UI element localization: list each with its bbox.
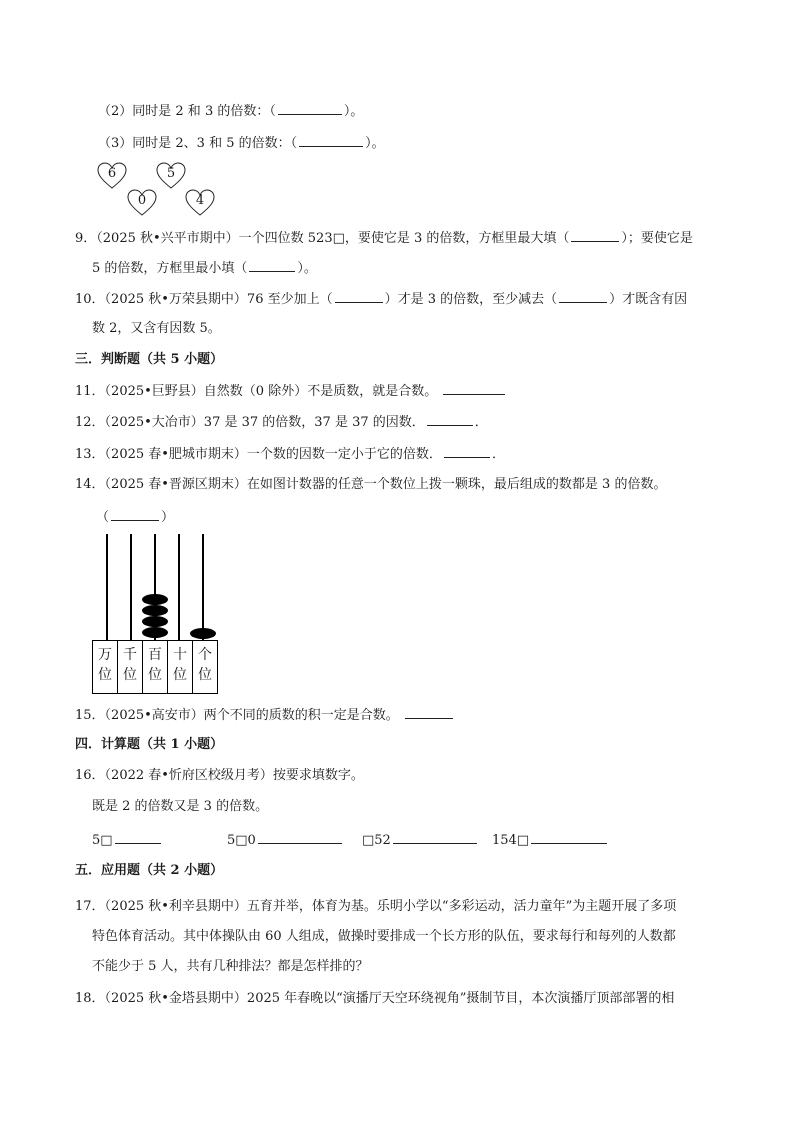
- answer-blank[interactable]: [115, 830, 161, 844]
- answer-blank[interactable]: [559, 289, 607, 303]
- answer-blank[interactable]: [278, 101, 342, 115]
- abacus-bead[interactable]: [190, 628, 216, 639]
- abacus-rod-wan[interactable]: [106, 534, 108, 641]
- abacus-bead[interactable]: [142, 594, 168, 605]
- question-15: [75, 705, 455, 725]
- heart-digit: 5: [166, 166, 176, 181]
- question-14-open: （: [96, 510, 110, 525]
- question-14: 14．（2025 春•晋源区期末）在如图计数器的任意一个数位上拨一颗珠，最后组成的数都是 3 的倍数。: [75, 477, 667, 492]
- question-16-item-3: [362, 830, 479, 850]
- abacus-rod-qian[interactable]: [130, 534, 132, 641]
- question-14-close: ）: [161, 510, 175, 525]
- question-16: 16．（2022 春•忻府区校级月考）按要求填数字。: [75, 768, 364, 783]
- question-13-end: ．: [491, 447, 505, 462]
- question-9-line-2: [92, 258, 317, 278]
- answer-blank[interactable]: [111, 507, 159, 521]
- question-14-answer: [96, 507, 174, 527]
- question-13-text: 13．（2025 春•肥城市期末）一个数的因数一定小于它的倍数．: [75, 447, 442, 462]
- heart-card-0[interactable]: [127, 189, 157, 217]
- subquestion-2: [98, 101, 363, 121]
- abacus-rod-ge[interactable]: [202, 534, 204, 641]
- answer-blank[interactable]: [405, 705, 453, 719]
- abacus-bead[interactable]: [142, 605, 168, 616]
- question-16-item-text: 5□: [92, 833, 113, 848]
- question-17-line-3: 不能少于 5 人，共有几种排法？都是怎样排的？: [92, 959, 369, 974]
- place-label-qian: 千 位: [118, 641, 143, 693]
- heart-digit: 4: [195, 193, 205, 208]
- question-10-text: 10．（2025 秋•万荣县期中）76 至少加上（: [75, 292, 333, 307]
- section-heading-judgement: 三．判断题（共 5 小题）: [75, 352, 224, 367]
- heart-card-6[interactable]: [97, 162, 127, 190]
- heart-card-4[interactable]: [185, 189, 215, 217]
- answer-blank[interactable]: [299, 133, 363, 147]
- abacus-counter: [92, 534, 217, 692]
- subquestion-2-text: （2）同时是 2 和 3 的倍数：（: [98, 104, 276, 119]
- answer-blank[interactable]: [249, 258, 295, 272]
- question-10-line-2: [92, 320, 221, 338]
- question-9-line-1: [75, 228, 693, 248]
- question-18-line-1: 18．（2025 秋•金塔县期中）2025 年春晚以“演播厅天空环绕视角”摄制节目，本次演播厅顶部部署的相: [75, 991, 675, 1006]
- place-label-ge: 个 位: [198, 647, 212, 683]
- question-17-line-1: 17．（2025 秋•利辛县期中）五育并举，体育为基。乐明小学以“多彩运动，活力童年”为主题开展了多项: [75, 899, 677, 914]
- question-16-item-text: □52: [362, 833, 391, 848]
- abacus-bead[interactable]: [142, 616, 168, 627]
- question-9-text-mid: ）；要使它是: [621, 231, 693, 246]
- subquestion-3-end: ）。: [365, 136, 385, 151]
- answer-blank[interactable]: [531, 830, 607, 844]
- answer-blank[interactable]: [258, 830, 342, 844]
- answer-blank[interactable]: [335, 289, 383, 303]
- question-15-text: 15．（2025•高安市）两个不同的质数的积一定是合数。: [75, 708, 399, 723]
- place-label-shi: 十 位: [168, 641, 193, 693]
- question-16-instruction: 既是 2 的倍数又是 3 的倍数。: [92, 799, 269, 814]
- question-10-text-2: 数 2，又含有因数 5。: [92, 321, 221, 336]
- section-heading-application: 五．应用题（共 2 小题）: [75, 863, 224, 878]
- question-12: [75, 412, 488, 432]
- subquestion-3-text: （3）同时是 2、3 和 5 的倍数：（: [98, 136, 298, 151]
- question-17-line-2: 特色体育活动。其中体操队由 60 人组成，做操时要排成一个长方形的队伍，要求每行和每列的人数都: [92, 929, 676, 944]
- answer-blank[interactable]: [393, 830, 477, 844]
- question-16-item-2: [227, 830, 344, 850]
- question-16-item-1: [92, 830, 163, 850]
- question-12-text: 12．（2025•大冶市）37 是 37 的倍数，37 是 37 的因数．: [75, 415, 425, 430]
- question-10-text-mid: ）才是 3 的倍数，至少减去（: [384, 292, 558, 307]
- abacus-place-labels: [92, 640, 218, 694]
- question-12-end: ．: [474, 415, 488, 430]
- question-13: [75, 444, 505, 464]
- answer-blank[interactable]: [571, 228, 619, 242]
- question-9-end: ）。: [297, 261, 317, 276]
- answer-blank[interactable]: [427, 412, 473, 426]
- place-label-bai: 百 位: [143, 641, 168, 693]
- question-11-text: 11．（2025•巨野县）自然数（0 除外）不是质数，就是合数。: [75, 384, 438, 399]
- question-9-text: 9．（2025 秋•兴平市期中）一个四位数 523□，要使它是 3 的倍数，方框里最大填（: [75, 231, 570, 246]
- heart-card-5[interactable]: [156, 162, 186, 190]
- question-10-text-end: ）才既含有因: [609, 292, 688, 307]
- place-label-wan: 万 位: [93, 641, 118, 693]
- heart-digit: 6: [107, 166, 117, 181]
- heart-digit: 0: [137, 193, 147, 208]
- answer-blank[interactable]: [444, 444, 490, 458]
- section-heading-calculation: 四．计算题（共 1 小题）: [75, 737, 224, 752]
- subquestion-3: [98, 133, 385, 153]
- question-9-text-2: 5 的倍数，方框里最小填（: [92, 261, 248, 276]
- question-10-line-1: [75, 289, 687, 309]
- question-16-item-text: 5□0: [227, 833, 256, 848]
- abacus-rod-shi[interactable]: [178, 534, 180, 641]
- question-11: [75, 381, 507, 401]
- answer-blank[interactable]: [443, 381, 505, 395]
- abacus-bead[interactable]: [142, 627, 168, 638]
- question-16-item-text: 154□: [492, 833, 530, 848]
- question-16-item-4: [492, 830, 609, 850]
- subquestion-2-end: ）。: [343, 104, 364, 119]
